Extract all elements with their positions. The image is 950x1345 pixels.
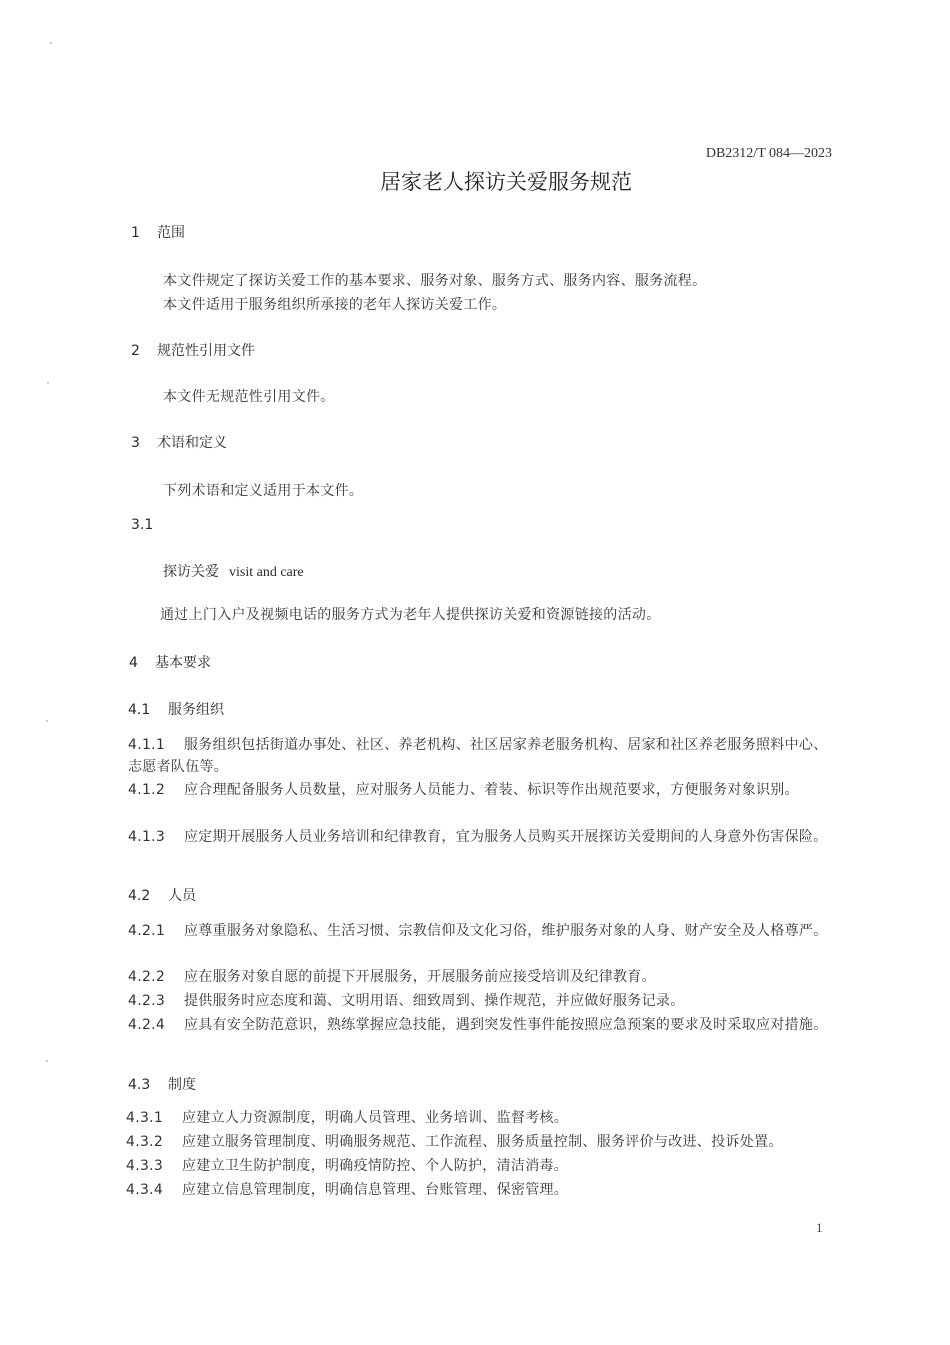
scan-speck: [50, 42, 52, 44]
clause-text: 应建立信息管理制度，明确信息管理、台账管理、保密管理。: [182, 1182, 569, 1198]
clause-number: 4.2.1: [128, 923, 166, 939]
clause-text: 提供服务时应态度和蔼、文明用语、细致周到、操作规范，并应做好服务记录。: [184, 993, 685, 1009]
clause-number: 4.3.2: [126, 1134, 164, 1150]
section-number: 4: [129, 655, 138, 671]
document-number: DB2312/T 084—2023: [705, 146, 832, 161]
clause-text: 应在服务对象自愿的前提下开展服务，开展服务前应接受培训及纪律教育。: [184, 969, 656, 985]
subsection-4-3-heading: [128, 1074, 196, 1094]
clause-number: 4.1.1: [128, 737, 166, 753]
clause-text: 应合理配备服务人员数量，应对服务人员能力、着装、标识等作出规范要求，方便服务对象识别。: [184, 782, 799, 798]
term-number: 3.1: [131, 517, 154, 533]
clause-text: 应尊重服务对象隐私、生活习惯、宗教信仰及文化习俗，维护服务对象的人身、财产安全及人格尊严。: [184, 923, 828, 939]
section-title: 基本要求: [155, 655, 211, 671]
section-4-heading: [129, 652, 211, 672]
term-entry: [163, 561, 304, 581]
clause-number: 4.1.2: [128, 782, 166, 798]
paragraph: 本文件无规范性引用文件。: [163, 389, 335, 405]
paragraph: 下列术语和定义适用于本文件。: [163, 483, 364, 499]
scan-speck: [46, 720, 48, 722]
subsection-number: 4.2: [128, 888, 151, 904]
section-number: 3: [131, 435, 140, 451]
section-title: 术语和定义: [157, 435, 227, 451]
clause-number: 4.3.4: [126, 1182, 164, 1198]
clause-4-1-1: [128, 734, 832, 778]
section-title: 范围: [157, 225, 185, 241]
clause-number: 4.2.3: [128, 993, 166, 1009]
section-1-heading: [131, 222, 185, 242]
paragraph: 本文件规定了探访关爱工作的基本要求、服务对象、服务方式、服务内容、服务流程。: [163, 273, 707, 289]
section-title: 规范性引用文件: [157, 343, 255, 359]
clause-number: 4.1.3: [128, 829, 166, 845]
subsection-4-2-heading: [128, 885, 196, 905]
clause-4-3-4: [126, 1179, 830, 1201]
clause-number: 4.2.2: [128, 969, 166, 985]
clause-4-1-2: [128, 779, 832, 801]
clause-text: 应建立服务管理制度、明确服务规范、工作流程、服务质量控制、服务评价与改进、投诉处置。: [182, 1134, 783, 1150]
clause-number: 4.2.4: [128, 1017, 166, 1033]
clause-number: 4.3.3: [126, 1158, 164, 1174]
subsection-title: 服务组织: [168, 702, 224, 718]
clause-4-3-1: [126, 1107, 830, 1129]
page-title: 居家老人探访关爱服务规范: [380, 170, 632, 194]
clause-4-2-4: [128, 1014, 832, 1036]
section-3-heading: [131, 432, 227, 452]
section-number: 1: [131, 225, 140, 241]
subsection-title: 人员: [168, 888, 196, 904]
term-chinese: 探访关爱: [163, 564, 219, 580]
clause-4-3-3: [126, 1155, 830, 1177]
clause-number: 4.3.1: [126, 1110, 164, 1126]
clause-4-2-2: [128, 966, 832, 988]
subsection-number: 4.1: [128, 702, 151, 718]
term-english: visit and care: [229, 565, 304, 580]
scan-speck: [46, 1060, 48, 1062]
clause-4-2-1: [128, 920, 832, 942]
subsection-number: 4.3: [128, 1077, 151, 1093]
section-number: 2: [131, 343, 140, 359]
clause-text: 应建立人力资源制度，明确人员管理、业务培训、监督考核。: [182, 1110, 569, 1126]
paragraph: 本文件适用于服务组织所承接的老年人探访关爱工作。: [163, 297, 507, 313]
term-definition: 通过上门入户及视频电话的服务方式为老年人提供探访关爱和资源链接的活动。: [160, 607, 661, 623]
clause-4-3-2: [126, 1131, 830, 1153]
clause-text: 应定期开展服务人员业务培训和纪律教育，宜为服务人员购买开展探访关爱期间的人身意外伤害保险。: [184, 829, 828, 845]
clause-text: 应建立卫生防护制度，明确疫情防控、个人防护，清洁消毒。: [182, 1158, 569, 1174]
clause-4-2-3: [128, 990, 832, 1012]
clause-text: 应具有安全防范意识，熟练掌握应急技能，遇到突发性事件能按照应急预案的要求及时采取应对措施。: [184, 1017, 828, 1033]
scan-speck: [47, 382, 49, 384]
subsection-title: 制度: [168, 1077, 196, 1093]
clause-text: 服务组织包括街道办事处、社区、养老机构、社区居家养老服务机构、居家和社区养老服务照料中心、志愿者队伍等。: [128, 737, 828, 775]
clause-4-1-3: [128, 826, 832, 848]
page-number: 1: [816, 1220, 823, 1235]
section-2-heading: [131, 340, 255, 360]
subsection-4-1-heading: [128, 699, 224, 719]
